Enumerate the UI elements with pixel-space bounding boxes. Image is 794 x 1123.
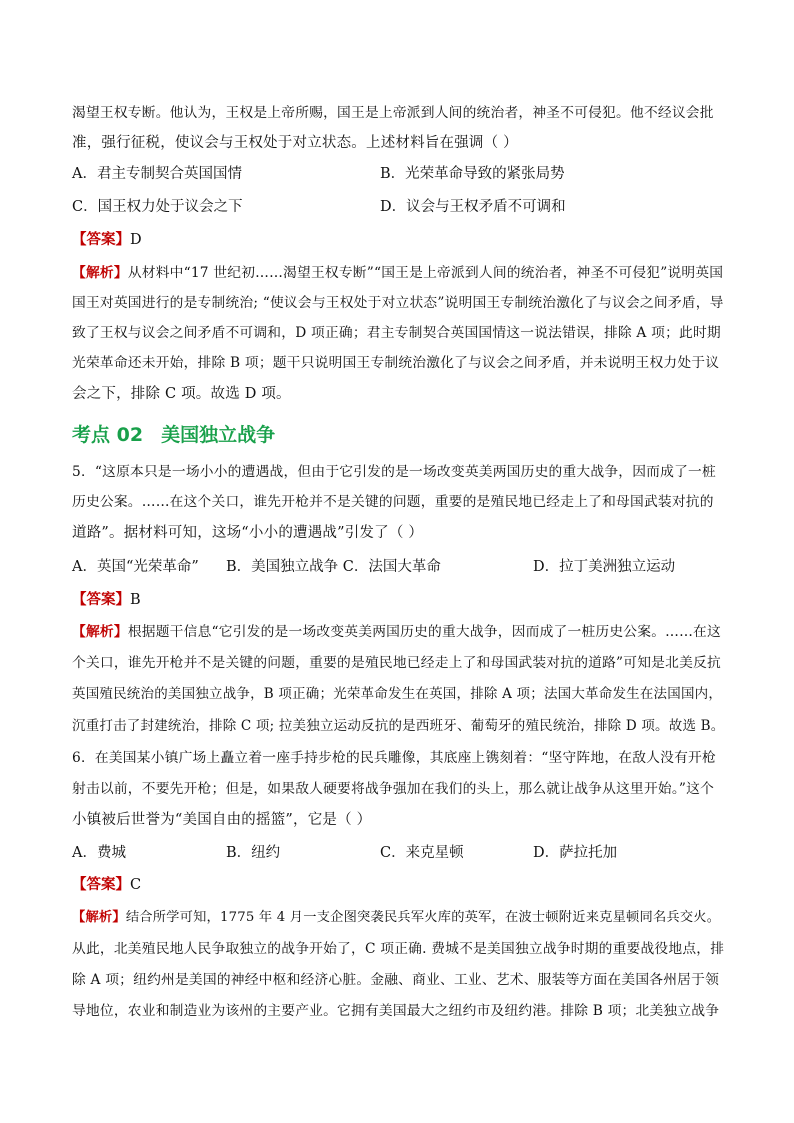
q4-option-b: B．光荣革命导致的紧张局势	[380, 166, 565, 182]
analysis-text: 根据题干信息“它引发的是一场改变英美两国历史的重大战争，因而成了一桩历史公案。……在这	[127, 624, 721, 640]
q5-option-d: D．拉丁美洲独立运动	[533, 559, 676, 575]
q6-analysis-line-2: 从此，北美殖民地人民争取独立的战争开始了，C 项正确. 费城不是美国独立战争时期的重要战役地点，排	[72, 941, 725, 957]
q6-stem-line-3: 小镇被后世誉为“美国自由的摇篮”，它是（ ）	[72, 812, 372, 828]
q5-stem-line-3: 道路”。据材料可知，这场“小小的遭遇战”引发了（ ）	[72, 525, 424, 541]
q6-option-a: A．费城	[72, 845, 126, 861]
section-label: 考点 02	[72, 424, 144, 446]
analysis-text: 从材料中“17 世纪初……渴望王权专断”“国王是上帝派到人间的统治者，神圣不可侵犯”说明英国	[127, 265, 724, 281]
answer-tag: 【答案】	[72, 592, 130, 608]
q5-analysis-line-4: 沉重打击了封建统治，排除 C 项; 拉美独立运动反抗的是西班牙、葡萄牙的殖民统治，排除 D 项。故选 B。	[72, 718, 725, 734]
q4-analysis-line-1	[72, 263, 724, 283]
q4-analysis-line-4: 光荣革命还未开始，排除 B 项；题干只说明国王专制统治激化了与议会之间矛盾，并未说明王权力处于议	[72, 355, 720, 371]
q5-analysis-line-1	[72, 622, 724, 642]
q5-answer	[72, 590, 141, 610]
q4-analysis-line-3: 致了王权与议会之间矛盾不可调和，D 项正确；君主专制契合英国国情这一说法错误，排除 A 项；此时期	[72, 325, 721, 341]
q5-analysis-line-3: 英国殖民统治的美国独立战争，B 项正确；光荣革命发生在英国，排除 A 项；法国大革命发生在法国国内，	[72, 686, 723, 702]
q4-analysis-line-5: 会之下，排除 C 项。故选 D 项。	[72, 386, 291, 402]
answer-tag: 【答案】	[72, 232, 130, 248]
q6-option-d: D．萨拉托加	[533, 845, 618, 861]
q6-analysis-line-3: 除 A 项；纽约州是美国的神经中枢和经济心脏。金融、商业、工业、艺术、服装等方面在美国各州居于领	[72, 972, 720, 988]
q4-option-c: C．国王权力处于议会之下	[72, 199, 243, 215]
q5-stem-line-2: 历史公案。……在这个关口，谁先开枪并不是关键的问题，重要的是殖民地已经走上了和母国武装对抗的	[72, 494, 714, 510]
q4-stem-line-2: 准，强行征税，使议会与王权处于对立状态。上述材料旨在强调（ ）	[72, 135, 518, 151]
analysis-tag: 【解析】	[72, 265, 128, 281]
answer-value: D	[130, 232, 142, 248]
q6-analysis-line-4: 导地位，农业和制造业为该州的主要产业。它拥有美国最大之纽约市及纽约港。排除 B 项；北美独立战争	[72, 1003, 720, 1019]
q5-option-a: A．英国“光荣革命”	[72, 559, 199, 575]
answer-value: C	[130, 877, 142, 893]
analysis-text: 结合所学可知，1775 年 4 月一支企图突袭民兵军火库的英军，在波士顿附近来克星顿同名兵交火。	[125, 910, 721, 925]
q6-option-c: C．来克星顿	[380, 845, 464, 861]
q4-stem-line-1: 渴望王权专断。他认为，王权是上帝所赐，国王是上帝派到人间的统治者，神圣不可侵犯。他不经议会批	[72, 105, 714, 121]
q5-option-b-c: B．美国独立战争 C．法国大革命	[226, 559, 441, 575]
analysis-tag: 【解析】	[72, 624, 128, 640]
q4-option-a: A．君主专制契合英国国情	[72, 166, 242, 182]
answer-value: B	[130, 592, 141, 608]
analysis-tag: 【解析】	[72, 910, 126, 925]
q4-option-d: D．议会与王权矛盾不可调和	[380, 199, 566, 215]
q5-analysis-line-2: 个关口，谁先开枪并不是关键的问题，重要的是殖民地已经走上了和母国武装对抗的道路”可知是北美反抗	[72, 655, 721, 671]
q6-option-b: B．纽约	[226, 845, 281, 861]
q5-stem-line-1: 5．“这原本只是一场小小的遭遇战，但由于它引发的是一场改变英美两国历史的重大战争，因而成了一桩	[72, 464, 716, 480]
q6-answer	[72, 875, 141, 895]
section-heading	[72, 422, 275, 448]
q6-analysis-line-1	[72, 908, 724, 928]
q4-analysis-line-2: 国王对英国进行的是专制统治; “使议会与王权处于对立状态”说明国王专制统治激化了与议会之间矛盾，导	[72, 295, 724, 311]
section-title: 美国独立战争	[161, 424, 276, 446]
q6-stem-line-1: 6．在美国某小镇广场上矗立着一座手持步枪的民兵雕像，其底座上镌刻着：“坚守阵地，在敌人没有开枪	[72, 750, 716, 766]
answer-tag: 【答案】	[72, 877, 130, 893]
q4-answer	[72, 230, 142, 250]
q6-stem-line-2: 射击以前，不要先开枪；但是，如果敌人硬要将战争强加在我们的头上，那么就让战争从这里开始。”这个	[72, 781, 715, 797]
